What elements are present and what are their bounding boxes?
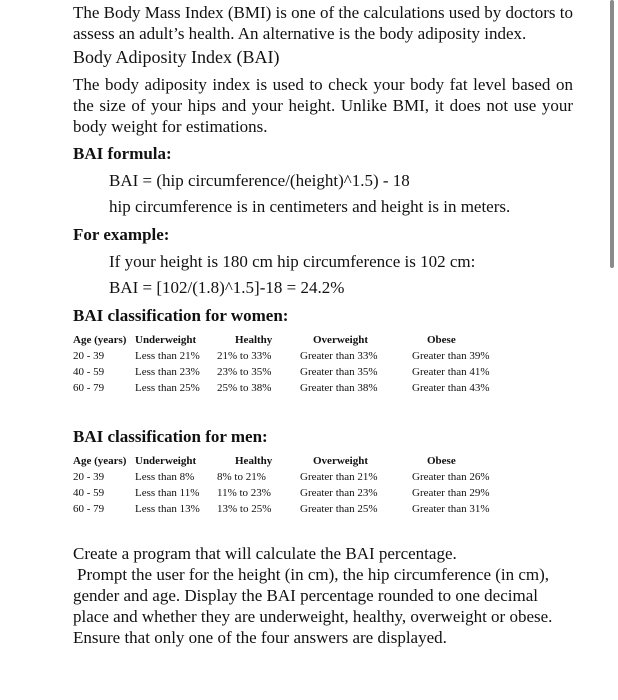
- underweight-cell: Less than 13%: [135, 503, 200, 515]
- overweight-cell: Greater than 35%: [300, 366, 378, 378]
- header-healthy: Healthy: [235, 455, 273, 467]
- vertical-scrollbar[interactable]: [610, 0, 614, 268]
- header-obese: Obese: [427, 455, 456, 467]
- task-details: Prompt the user for the height (in cm), the hip circumference (in cm), gender and age. Display the BAI percentage rounded to one decimal place and whether they are underweight, healthy, overweight or obese. Ensure that only one of the four answers are displayed.: [73, 565, 553, 647]
- men-classification-table: [73, 453, 512, 517]
- age-cell: 40 - 59: [73, 487, 105, 499]
- underweight-cell: Less than 25%: [135, 382, 200, 394]
- table-row: [73, 485, 512, 501]
- bai-section-title: Body Adiposity Index (BAI): [73, 47, 280, 67]
- header-age: Age (years): [73, 334, 127, 346]
- task-line: Create a program that will calculate the BAI percentage.: [73, 544, 457, 563]
- overweight-cell: Greater than 21%: [300, 471, 378, 483]
- document-body: [73, 2, 573, 648]
- underweight-cell: Less than 21%: [135, 350, 200, 362]
- healthy-cell: 13% to 25%: [217, 503, 272, 515]
- header-overweight: Overweight: [313, 334, 368, 346]
- formula-line: BAI = (hip circumference/(height)^1.5) - 18: [109, 171, 410, 190]
- healthy-cell: 25% to 38%: [217, 382, 272, 394]
- overweight-cell: Greater than 23%: [300, 487, 378, 499]
- obese-cell: Greater than 41%: [412, 366, 490, 378]
- intro-paragraph: The Body Mass Index (BMI) is one of the calculations used by doctors to assess an adult’s health. An alternative is the body adiposity index.: [73, 3, 573, 43]
- obese-cell: Greater than 29%: [412, 487, 490, 499]
- age-cell: 20 - 39: [73, 471, 105, 483]
- table-row: [73, 380, 512, 396]
- age-cell: 40 - 59: [73, 366, 105, 378]
- age-cell: 60 - 79: [73, 503, 105, 515]
- table-row: [73, 348, 512, 364]
- overweight-cell: Greater than 38%: [300, 382, 378, 394]
- table-row: [73, 501, 512, 517]
- header-underweight: Underweight: [135, 334, 197, 346]
- table-header-row: [73, 453, 512, 469]
- obese-cell: Greater than 43%: [412, 382, 490, 394]
- healthy-cell: 21% to 33%: [217, 350, 272, 362]
- table-header-row: [73, 332, 512, 348]
- header-overweight: Overweight: [313, 455, 368, 467]
- underweight-cell: Less than 23%: [135, 366, 200, 378]
- formula-heading: BAI formula:: [73, 144, 172, 163]
- women-classification-table: [73, 332, 512, 396]
- overweight-cell: Greater than 25%: [300, 503, 378, 515]
- header-age: Age (years): [73, 455, 127, 467]
- example-heading: For example:: [73, 225, 170, 244]
- example-line-2: BAI = [102/(1.8)^1.5]-18 = 24.2%: [109, 278, 345, 297]
- obese-cell: Greater than 26%: [412, 471, 490, 483]
- obese-cell: Greater than 31%: [412, 503, 490, 515]
- underweight-cell: Less than 8%: [135, 471, 195, 483]
- obese-cell: Greater than 39%: [412, 350, 490, 362]
- age-cell: 60 - 79: [73, 382, 105, 394]
- women-classification-heading: BAI classification for women:: [73, 306, 289, 325]
- underweight-cell: Less than 11%: [135, 487, 200, 499]
- healthy-cell: 11% to 23%: [217, 487, 271, 499]
- healthy-cell: 8% to 21%: [217, 471, 266, 483]
- example-line-1: If your height is 180 cm hip circumference is 102 cm:: [109, 252, 476, 271]
- header-healthy: Healthy: [235, 334, 273, 346]
- bai-description: The body adiposity index is used to check your body fat level based on the size of your hips and your height. Unlike BMI, it does not use your body weight for estimations.: [73, 75, 573, 136]
- men-classification-heading: BAI classification for men:: [73, 427, 268, 446]
- formula-units-line: hip circumference is in centimeters and height is in meters.: [109, 197, 511, 216]
- header-obese: Obese: [427, 334, 456, 346]
- task-paragraph: [73, 543, 573, 648]
- overweight-cell: Greater than 33%: [300, 350, 378, 362]
- table-row: [73, 364, 512, 380]
- age-cell: 20 - 39: [73, 350, 105, 362]
- table-row: [73, 469, 512, 485]
- healthy-cell: 23% to 35%: [217, 366, 272, 378]
- header-underweight: Underweight: [135, 455, 197, 467]
